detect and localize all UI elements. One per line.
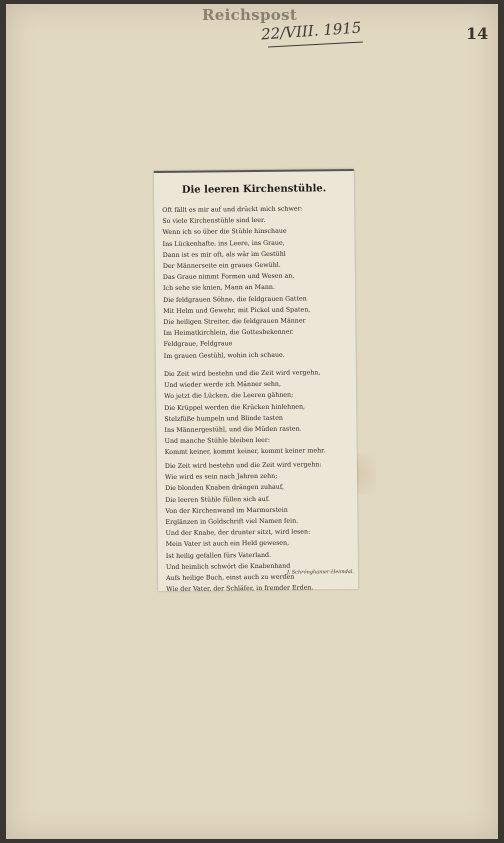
date-underline (268, 42, 363, 48)
poem-author: J. Schrönghamer-Heimdal. (286, 568, 355, 576)
poem-line: Im grauen Gestühl, wohin ich schaue. (163, 351, 285, 360)
poem-line: Und der Knabe, der drunter sitzt, wird lesen: (165, 528, 311, 538)
poem-line: Und wieder werde ich Männer sehn, (164, 380, 281, 390)
poem-line: Von der Kirchenwand im Marmorstein (165, 506, 288, 515)
poem-line: Wie der Vater, der Schläfer, in fremder Erden. (166, 584, 314, 594)
poem-line: Ist heilig gefallen fürs Vaterland. (165, 551, 272, 560)
newspaper-name: Reichspost (202, 6, 298, 24)
newspaper-clipping (154, 169, 358, 594)
poem-line: Stelzfüße humpeln und Blinde tasten (164, 414, 284, 423)
poem-line: Die heiligen Streiter, die feldgrauen Männer (163, 317, 306, 326)
poem-line: Die feldgrauen Söhne, die feldgrauen Gatten (163, 295, 307, 304)
poem-line: Das Graue nimmt Formen und Wesen an, (162, 272, 295, 282)
handwritten-date: 22/VIII. 1915 (260, 18, 362, 44)
page-number: 14 (466, 24, 489, 43)
poem-line: Aufs heilige Buch, einst auch zu werden (166, 573, 295, 582)
poem-line: Und heimlich schwört die Knabenhand (165, 562, 291, 571)
poem-line: Im Heimatkirchlein, die Gottesbekenner. (163, 328, 294, 338)
poem-title: Die leeren Kirchenstühle. (181, 183, 327, 196)
poem-line: Der Männerseite ein graues Gewühl. (162, 261, 281, 270)
poem-line: Ich sehe sie knien, Mann an Mann. (163, 284, 275, 293)
poem-line: Ins Lückenhafte, ins Leere, ins Graue, (162, 239, 285, 248)
poem-line: Dann ist es mir oft, als wär im Gestühl (162, 250, 286, 259)
archive-sheet (6, 4, 498, 839)
poem-line: Erglänzen in Goldschrift viel Namen fein. (165, 517, 299, 526)
poem-line: Wie wird es sein nach Jahren zehn; (164, 472, 278, 482)
poem-line: Feldgraue, Feldgraue (163, 340, 233, 349)
poem-line: Die Krüppel werden die Krücken hinlehnen, (164, 403, 306, 412)
poem-line: Wenn ich so über die Stühle hinschaue (162, 228, 287, 237)
stanza-2 (164, 367, 355, 459)
poem-line: Und manche Stühle bleiben leer: (164, 437, 271, 446)
poem-line: Wo jetzt die Lücken, die Leeren gähnen; (164, 392, 294, 401)
poem-line: Mein Vater ist auch ein Held gewesen, (165, 540, 290, 549)
poem-line: Mit Helm und Gewehr, mit Pickel und Spaten, (163, 306, 311, 315)
poem-line: Ins Männergestühl, und die Müden rasten. (164, 425, 302, 434)
poem-line: Die leeren Stühle füllen sich auf. (165, 495, 270, 504)
poem-line: Die Zeit wird bestehn und die Zeit wird vergehn, (163, 369, 321, 378)
stanza-1 (162, 203, 354, 362)
poem-line: Die Zeit wird bestehn und die Zeit wird vergehn: (164, 461, 322, 470)
clipping-top-rule (154, 169, 354, 173)
poem-line: Kommt keiner, kommt keiner, kommt keiner mehr. (164, 447, 326, 457)
poem-line: Oft fällt es mir auf und drückt mich schwer: (162, 205, 303, 214)
poem-line: So viele Kirchenstühle sind leer. (162, 217, 266, 226)
poem-line: Die blonden Knaben drängen zuhauf, (165, 484, 285, 493)
